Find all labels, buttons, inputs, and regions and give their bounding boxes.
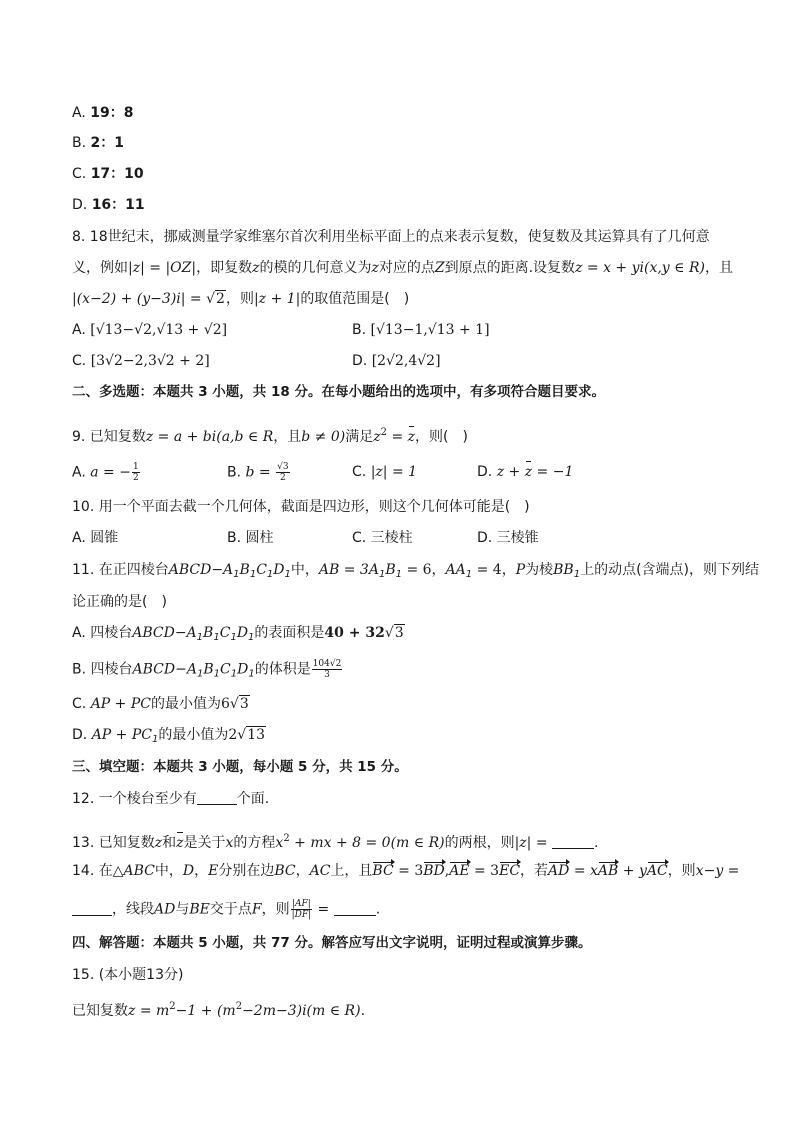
- q8-stem-line2: 义，例如|z| = |OZ|，即复数z的模的几何意义为z对应的点Z到原点的距离.设复数z = x + yi(x,y ∈ R)，且: [72, 260, 733, 276]
- q7-option-b: B. 2：1: [72, 135, 124, 151]
- q8-stem-line3: |(x−2) + (y−3)i| = √2，则|z + 1|的取值范围是( ): [72, 291, 410, 307]
- section-heading-fill-blank: 三、填空题：本题共 3 小题，每小题 5 分，共 15 分。: [72, 759, 408, 775]
- q10-stem: 10. 用一个平面去截一个几何体，截面是四边形，则这个几何体可能是( ): [72, 499, 530, 515]
- q10-options: A. 圆锥 B. 圆柱 C. 三棱柱 D. 三棱锥: [72, 530, 539, 546]
- q9-options: A. a = − $\frac{1}{2}$ B. b = $\frac{√3}{2}$ C. |z| = 1 D. z + z = −1: [72, 462, 574, 483]
- q8-options-row2: C. [3√2−2,3√2 + 2] D. [2√2,4√2]: [72, 353, 441, 369]
- q11-stem-line2: 论正确的是( ): [72, 594, 167, 610]
- section-heading-solutions: 四、解答题：本题共 5 小题，共 77 分。解答应写出文字说明，证明过程或演算步骤。: [72, 935, 592, 951]
- q9-stem: 9. 已知复数z = a + bi(a,b ∈ R，且b ≠ 0)满足$z^2 = z$，则( ): [72, 427, 468, 445]
- q11-option-a: A. 四棱台$ABCD-A_1B_1C_1D_1$的表面积是40 + 32√3: [72, 625, 404, 643]
- q11-option-b: B. 四棱台$ABCD-A_1B_1C_1D_1$的体积是 $\frac{104√2}{3}$: [72, 659, 342, 680]
- q13-stem: 13. 已知复数z和z是关于x的方程$x^2$ + mx + 8 = 0(m ∈ R)的两根，则|z| = .: [72, 833, 599, 851]
- q15-title: 15. (本小题13分): [72, 967, 184, 983]
- q15-stem: 已知复数$z = m^2-1 + (m^2-2m-3)i(m$ ∈ R).: [72, 1001, 366, 1019]
- q14-stem-line1: 14. 在△ABC中，D，E分别在边BC，AC上，且BC = 3BD,AE = 3EC，若AD = xAB + yAC，则x−y =: [72, 863, 740, 879]
- q12-answer-blank[interactable]: [197, 790, 237, 805]
- q12-stem: 12. 一个棱台至少有 个面.: [72, 791, 270, 807]
- q14-stem-line2: ，线段AD与BE交于点F，则 $\frac{|AF|}{|DF|}$ = .: [72, 899, 380, 920]
- q13-answer-blank[interactable]: [552, 834, 594, 849]
- q14-answer-blank-1[interactable]: [72, 901, 112, 916]
- q7-option-a: A. 19：8: [72, 105, 134, 121]
- q7-option-c: C. 17：10: [72, 166, 144, 182]
- q11-option-d: D. AP + $PC_1$的最小值为2√13: [72, 727, 266, 745]
- q7-option-d: D. 16：11: [72, 197, 145, 213]
- q8-options-row1: A. [√13−√2,√13 + √2] B. [√13−1,√13 + 1]: [72, 322, 490, 338]
- q11-option-c: C. AP + PC的最小值为6√3: [72, 696, 249, 712]
- q11-stem-line1: 11. 在正四棱台$ABCD-A_1B_1C_1D_1$中，AB = $3A_1B_1 = 6$，$AA_1 = 4$，P为棱$BB_1$上的动点(含端点)，则下列结: [72, 562, 760, 580]
- section-heading-multiple-choice: 二、多选题：本题共 3 小题，共 18 分。在每小题给出的选项中，有多项符合题目要求。: [72, 384, 605, 400]
- q8-stem-line1: 8. 18世纪末，挪威测量学家维塞尔首次利用坐标平面上的点来表示复数，使复数及其运算具有了几何意: [72, 229, 710, 245]
- q14-answer-blank-2[interactable]: [334, 901, 376, 916]
